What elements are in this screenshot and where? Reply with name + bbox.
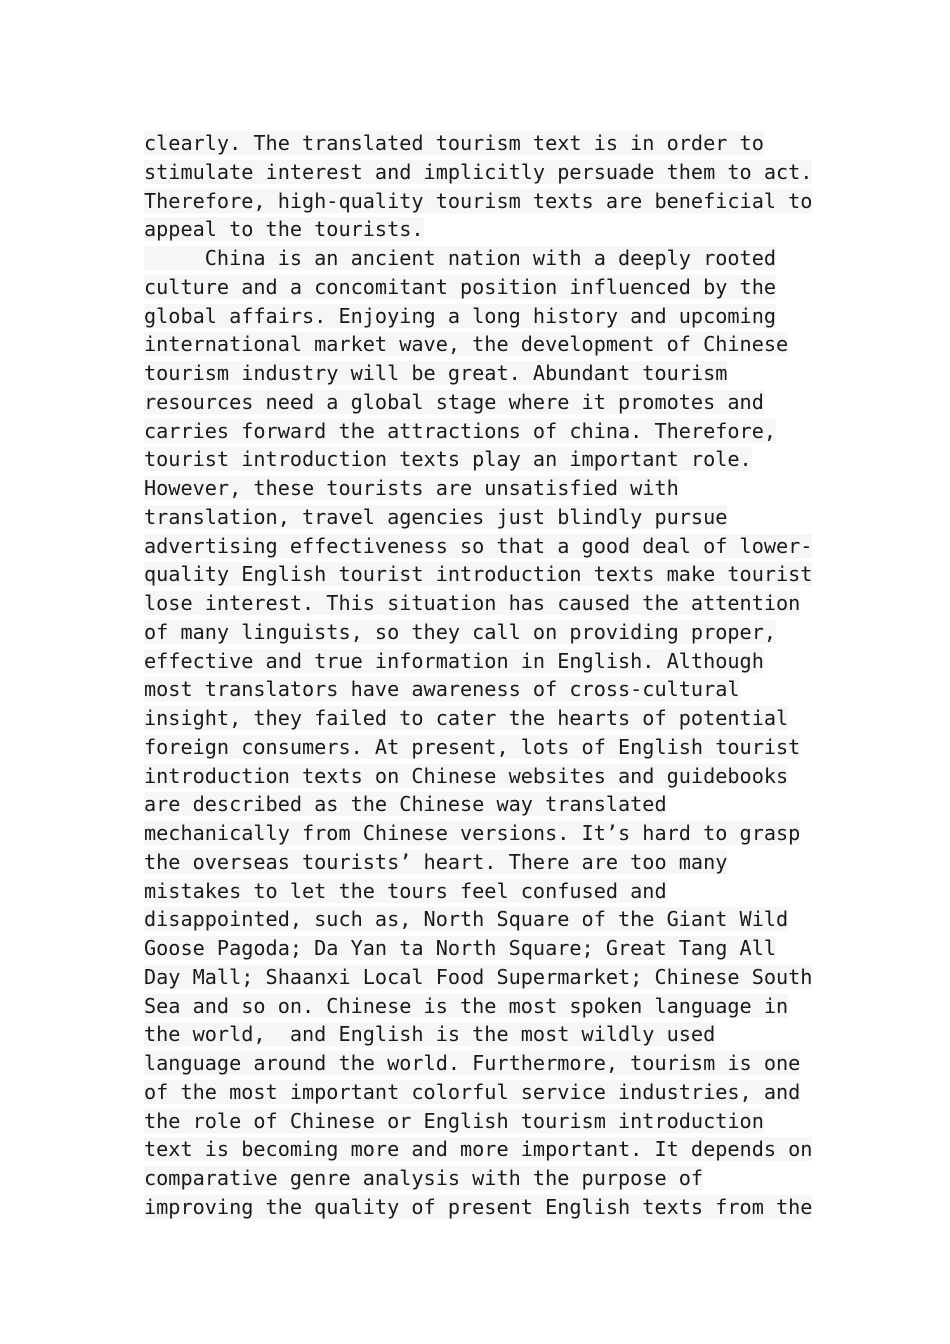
text-line [144,302,814,331]
text-line-content: the world, and English is the most wildly used [144,1022,716,1047]
text-line [144,445,814,474]
body-text [144,129,814,1222]
text-line-content: mechanically from Chinese versions. It’s hard to grasp [144,821,801,845]
text-line [144,244,814,273]
text-line [144,1049,814,1078]
text-line-content: China is an ancient nation with a deeply rooted [144,246,777,270]
text-line-content: translation, travel agencies just blindly pursue [144,504,728,529]
text-line [144,330,814,359]
text-line-content: culture and a concomitant position influenced by the [144,274,777,299]
text-line [144,762,814,791]
text-line-content: foreign consumers. At present, lots of English tourist [144,734,801,759]
text-line-content: comparative genre analysis with the purpose of [144,1166,704,1190]
text-line-content: language around the world. Furthermore, tourism is one [144,1051,801,1075]
text-line-content: improving the quality of present English texts from the [144,1194,813,1219]
text-line [144,1107,814,1136]
text-line [144,474,814,503]
text-line-content: stimulate interest and implicitly persuade them to act. [144,159,813,184]
text-line-content: disappointed, such as, North Square of the Giant Wild [144,907,789,932]
text-line-content: Sea and so on. Chinese is the most spoken language in [144,993,789,1018]
text-line [144,1193,814,1222]
text-line-content: effective and true information in English. Although [144,648,764,673]
text-line-content: quality English tourist introduction texts make tourist [144,562,813,587]
text-line [144,733,814,762]
text-line [144,963,814,992]
text-line-content: global affairs. Enjoying a long history and upcoming [144,303,777,328]
text-line [144,877,814,906]
text-line [144,618,814,647]
text-line-content: lose interest. This situation has caused the attention [144,591,801,615]
text-line [144,532,814,561]
text-line [144,503,814,532]
text-line-content: text is becoming more and more important. It depends on [144,1137,813,1162]
text-line-content: Day Mall; Shaanxi Local Food Supermarket; Chinese South [144,964,813,989]
text-line [144,158,814,187]
text-line-content: appeal to the tourists. [144,217,424,242]
text-line-content: are described as the Chinese way translated [144,792,667,817]
text-line [144,848,814,877]
text-line-content: resources need a global stage where it promotes and [144,389,764,414]
text-line-content: carries forward the attractions of china. Therefore, [144,418,777,443]
text-line-content: introduction texts on Chinese websites and guidebooks [144,763,789,788]
text-line [144,1135,814,1164]
text-line [144,560,814,589]
text-line [144,905,814,934]
text-line-content: Goose Pagoda; Da Yan ta North Square; Great Tang All [144,936,777,960]
text-line [144,819,814,848]
text-line-content: advertising effectiveness so that a good deal of lower- [144,533,813,558]
text-line [144,589,814,618]
text-line [144,1078,814,1107]
text-line [144,675,814,704]
text-line-content: Therefore, high-quality tourism texts are beneficial to [144,188,813,213]
text-line-content: the overseas tourists’ heart. There are too many [144,849,728,874]
text-line [144,934,814,963]
text-line-content: clearly. The translated tourism text is in order to [144,131,764,155]
text-line-content: mistakes to let the tours feel confused and [144,878,667,903]
text-line [144,129,814,158]
text-line-content: the role of Chinese or English tourism introduction [144,1108,764,1133]
text-line-content: most translators have awareness of cross-cultural [144,677,740,702]
text-line-content: insight, they failed to cater the hearts of potential [144,706,789,730]
text-line [144,187,814,216]
text-line [144,388,814,417]
text-line [144,273,814,302]
text-line [144,1164,814,1193]
text-line [144,647,814,676]
text-line [144,704,814,733]
text-line-content: tourist introduction texts play an important role. [144,447,752,472]
text-line [144,992,814,1021]
text-line-content: of the most important colorful service industries, and [144,1079,801,1104]
text-line-content: However, these tourists are unsatisfied with [144,476,679,500]
text-line-content: tourism industry will be great. Abundant tourism [144,361,728,385]
text-line [144,417,814,446]
text-line [144,1020,814,1049]
text-line-content: international market wave, the development of Chinese [144,332,789,357]
text-line [144,215,814,244]
text-line [144,790,814,819]
text-line [144,359,814,388]
text-line-content: of many linguists, so they call on providing proper, [144,619,777,644]
